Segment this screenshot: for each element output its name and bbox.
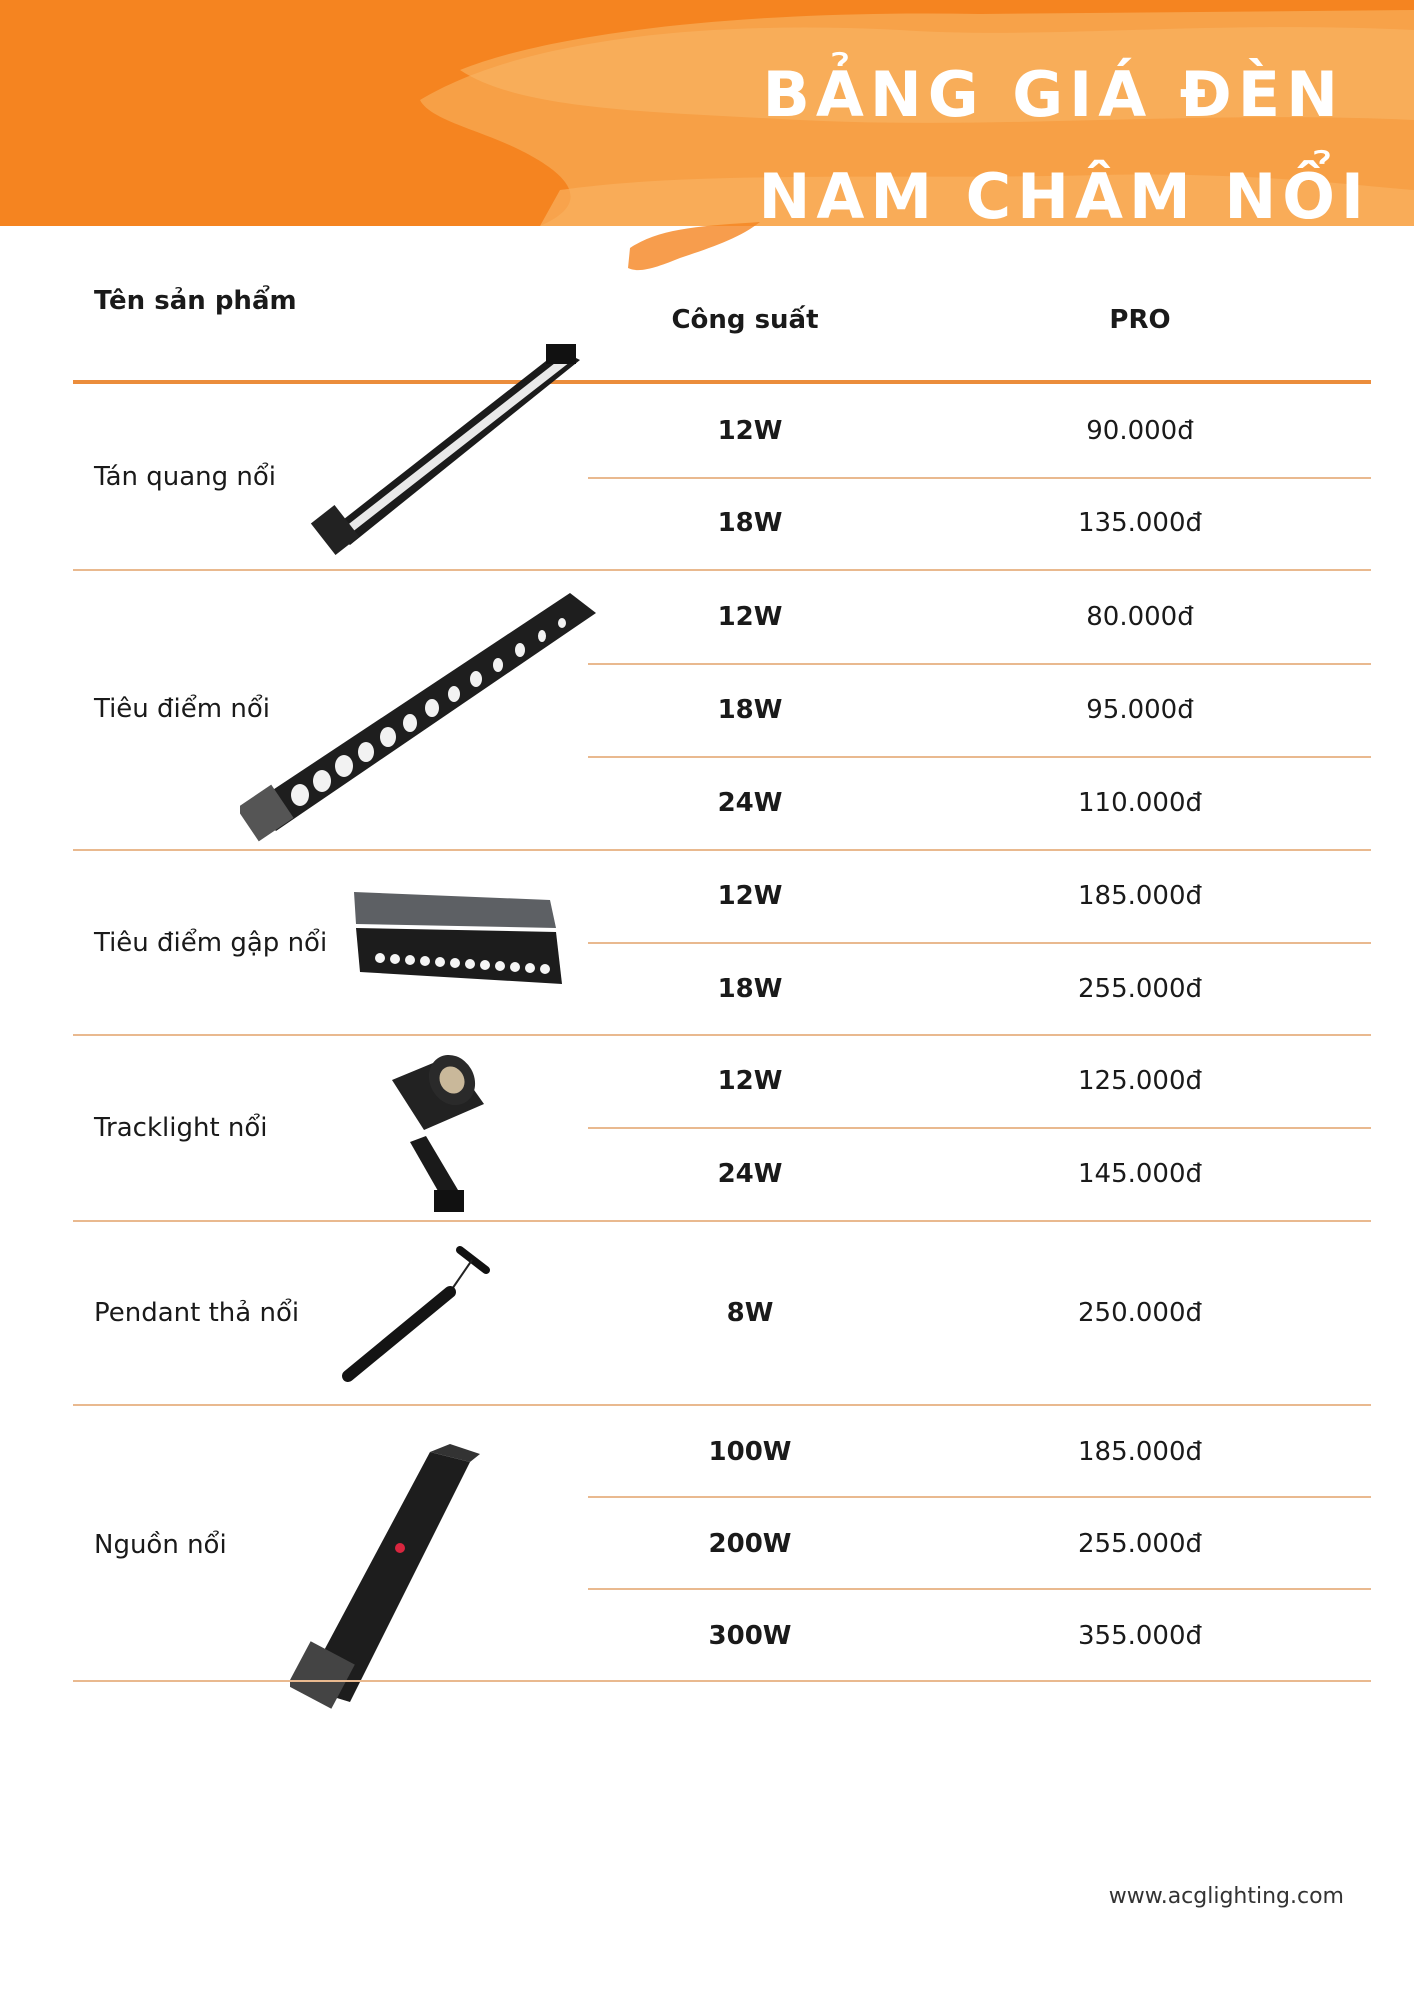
section-divider	[73, 1034, 1371, 1036]
power-cell: 18W	[717, 695, 783, 725]
row-divider	[588, 942, 1371, 944]
price-cell: 255.000đ	[1077, 1529, 1203, 1559]
section-divider	[73, 1680, 1371, 1682]
price-cell: 250.000đ	[1077, 1298, 1203, 1328]
price-cell: 135.000đ	[1077, 508, 1203, 538]
price-cell: 255.000đ	[1077, 974, 1203, 1004]
column-header-power: Công suất	[671, 305, 819, 335]
price-cell: 110.000đ	[1077, 788, 1203, 818]
section-divider	[73, 569, 1371, 571]
product-name: Nguồn nổi	[94, 1530, 227, 1560]
price-cell: 95.000đ	[1086, 695, 1194, 725]
linear-light-icon	[310, 340, 590, 560]
power-cell: 12W	[717, 416, 783, 446]
power-cell: 300W	[708, 1621, 792, 1651]
power-cell: 200W	[708, 1529, 792, 1559]
row-divider	[588, 1496, 1371, 1498]
power-cell: 12W	[717, 602, 783, 632]
footer-website: www.acglighting.com	[1108, 1884, 1344, 1909]
product-name: Tiêu điểm nổi	[94, 694, 270, 724]
section-divider	[73, 1404, 1371, 1406]
header-divider	[73, 380, 1371, 384]
row-divider	[588, 756, 1371, 758]
page-title-line-2: NAM CHÂM NỔI	[758, 160, 1370, 226]
price-cell: 355.000đ	[1077, 1621, 1203, 1651]
price-cell: 185.000đ	[1077, 881, 1203, 911]
power-supply-icon	[290, 1440, 490, 1710]
spot-bar-light-icon	[240, 585, 600, 845]
column-header-price: PRO	[1109, 305, 1171, 335]
row-divider	[588, 663, 1371, 665]
price-cell: 145.000đ	[1077, 1159, 1203, 1189]
product-name: Tracklight nổi	[94, 1113, 268, 1143]
pendant-light-icon	[340, 1236, 530, 1386]
column-header-name: Tên sản phẩm	[94, 286, 297, 316]
page-title-line-1: BẢNG GIÁ ĐÈN	[762, 58, 1344, 131]
power-cell: 18W	[717, 508, 783, 538]
price-cell: 90.000đ	[1086, 416, 1194, 446]
row-divider	[588, 477, 1371, 479]
product-name: Pendant thả nổi	[94, 1298, 300, 1328]
power-cell: 18W	[717, 974, 783, 1004]
power-cell: 100W	[708, 1437, 792, 1467]
product-name: Tiêu điểm gập nổi	[94, 928, 328, 958]
section-divider	[73, 1220, 1371, 1222]
section-divider	[73, 849, 1371, 851]
power-cell: 12W	[717, 881, 783, 911]
tracklight-icon	[380, 1050, 500, 1220]
row-divider	[588, 1127, 1371, 1129]
power-cell: 24W	[717, 1159, 783, 1189]
header-banner	[0, 0, 1414, 226]
price-cell: 125.000đ	[1077, 1066, 1203, 1096]
price-cell: 80.000đ	[1086, 602, 1194, 632]
power-cell: 8W	[726, 1298, 774, 1328]
power-cell: 12W	[717, 1066, 783, 1096]
price-cell: 185.000đ	[1077, 1437, 1203, 1467]
paint-splash-decoration	[620, 218, 780, 278]
power-cell: 24W	[717, 788, 783, 818]
row-divider	[588, 1588, 1371, 1590]
folding-spot-light-icon	[350, 888, 570, 998]
product-name: Tán quang nổi	[94, 462, 277, 492]
